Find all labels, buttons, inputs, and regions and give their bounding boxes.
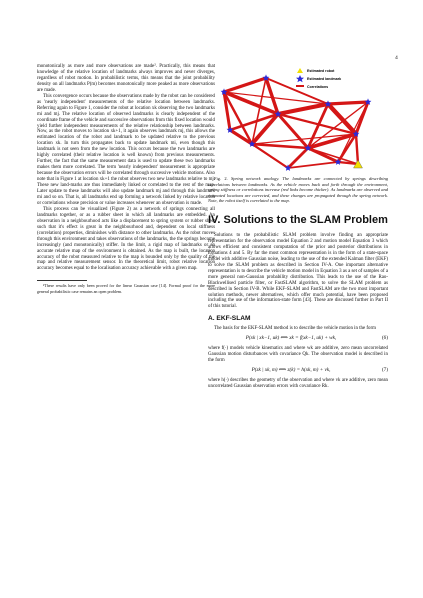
legend-robot-label: Estimated robot xyxy=(307,69,335,73)
equation-7-body: P(zk | xk, m) ⟺ z(k) = h(xk, m) + vk, xyxy=(251,367,331,374)
paragraph-convergence-intro: monotonically as more and more observations are made². Practically, this means that knowledge of the relative location of landmarks always improves and never diverges, regardless of robot motion. In probabilistic terms, this means that the joint probability density on all landmarks P(m) becomes monotonically more peaked as more observations are made. xyxy=(37,64,215,93)
equation-6-number: (6) xyxy=(381,335,388,342)
legend-robot-marker xyxy=(297,68,303,73)
equation-7 xyxy=(208,368,388,374)
figure-caption xyxy=(208,176,388,204)
motion-model-text: where f(·) models vehicle kinematics and where wk are additive, zero mean uncorrelated Gaussian motion disturbances with covariance Qk. The observation model is described in the form xyxy=(208,346,388,364)
footnote: ²These results have only been proved for the linear Gaussian case [14]. Formal proof for the more general probabilistic case remains an open problem. xyxy=(37,283,215,294)
spring-network-figure xyxy=(208,64,386,176)
equation-7-number: (7) xyxy=(381,367,388,374)
left-column xyxy=(37,64,215,294)
observation-model-text: where h(·) describes the geometry of the observation and where vk are additive, zero mean uncorrelated Gaussian observation errors with covariance Rk. xyxy=(208,378,388,389)
section-title: IV. Solutions to the SLAM Problem xyxy=(208,213,388,226)
paragraph-independent-measurements: This convergence occurs because the observations made by the robot can be considered as 'nearly independent' measurements of the relative location between landmarks. Referring again to Figure 1, consider the robot at location xk observing the two landmarks mi and mj. The relative location of observed landmarks is clearly independent of the coordinate frame of the vehicle and successive observations from this fixed location would yield further independent measurements of the relative relationship between landmarks. Now, as the robot moves to location xk+1, it again observes landmark mj, this allows the estimated location of the robot and landmark to be updated relative to the previous location xk. In turn this propagates back to update landmark mi, even though this landmark is not seen from the new location. This occurs because the two landmarks are highly correlated (their relative location is well known) from previous measurements. Further, the fact that the same measurement data is used to update these two landmarks makes them more correlated. The term 'nearly independent' measurement is appropriate because the observation errors will be correlated through successive vehicle motions. Also note that in Figure 1 at location xk+1 the robot observes two new landmarks relative to mj. These new land-marks are thus immediately linked or correlated to the rest of the map. Later update to these landmarks will also update landmark mj and through this landmark mi and so on. That is, all landmarks end up forming a network linked by relative location or correlations whose precision or value increases whenever an observation is made. xyxy=(37,93,215,206)
legend-landmark-label: Estimated landmark xyxy=(307,77,342,81)
ekf-intro-text: The basis for the EKF-SLAM method is to describe the vehicle motion in the form xyxy=(214,326,376,332)
section-paragraph: Solutions to the probabilistic SLAM problem involve finding an appropriate representation for the observation model Equation 2 and motion model Equation 3 which allows efficient and consistent computation of the prior and posterior distributions in Equations 4 and 5. By far the most common representation is in the form of a state-space model with additive Gaussian noise, leading to the use of the extended Kalman filter (EKF) to solve the SLAM problem as described in Section IV-A. One important alternative representation is to describe the vehicle motion model in Equation 3 as a set of samples of a more general non-Gaussian probability distribution. This leads to the use of the Rao-Blackwellised particle filter, or FastSLAM algorithm, to solve the SLAM problem as described in Section IV-B. While EKF-SLAM and FastSLAM are the two most important solution methods, newer alternatives, which offer much potential, have been proposed including the use of the information-state form [43]. These are discussed further in Part II of this tutorial. xyxy=(208,232,388,310)
subsection-title: A. EKF-SLAM xyxy=(208,315,251,323)
spring-network-diagram xyxy=(208,64,386,176)
equation-6 xyxy=(208,336,388,342)
paragraph-spring-visualization: This process can be visualized (Figure 2) as a network of springs connecting all landmarks together, or as a rubber sheet in which all landmarks are embedded. An observation in a neighbourhood acts like a displacement to spring system or rubber sheet such that it's effect is great in the neighbourhood and, dependent on local stiffness (correlation) properties, diminishes with distance to other landmarks. As the robot moves through this environment and takes observations of the landmarks, the the springs become increasingly (and monotonically) stiffer. In the limit, a rigid map of landmarks or an accurate relative map of the environment is obtained. As the map is built, the location accuracy of the robot measured relative to the map is bounded only by the quality of the map and relative measurement sensor. In the theoretical limit, robot relative location accuracy becomes equal to the localisation accuracy achievable with a given map. xyxy=(37,206,215,272)
equation-6-body: P(xk | xk−1, uk) ⟺ xk = f(xk−1, uk) + wk, xyxy=(245,335,337,342)
figure-caption-label: Fig. 2. xyxy=(214,176,228,181)
footnote-divider xyxy=(37,280,87,281)
correlation-links xyxy=(224,78,368,168)
figure-legend xyxy=(296,68,341,89)
landmark-stars xyxy=(221,74,372,171)
right-column xyxy=(208,64,388,390)
page-number: 4 xyxy=(395,55,398,61)
legend-correlation-label: Correlations xyxy=(307,85,329,89)
figure-caption-text: Spring network analogy. The landmarks are connected by springs describing correlations between landmarks. As the vehicle moves back and forth through the environment, spring stiffness or correlations increase (red links become thicker). As landmarks are observed and estimated locations are corrected, and these changes are propagated through the spring network. Note, the robot itself is correlated to the map. xyxy=(208,176,388,204)
legend-landmark-marker xyxy=(296,75,304,82)
